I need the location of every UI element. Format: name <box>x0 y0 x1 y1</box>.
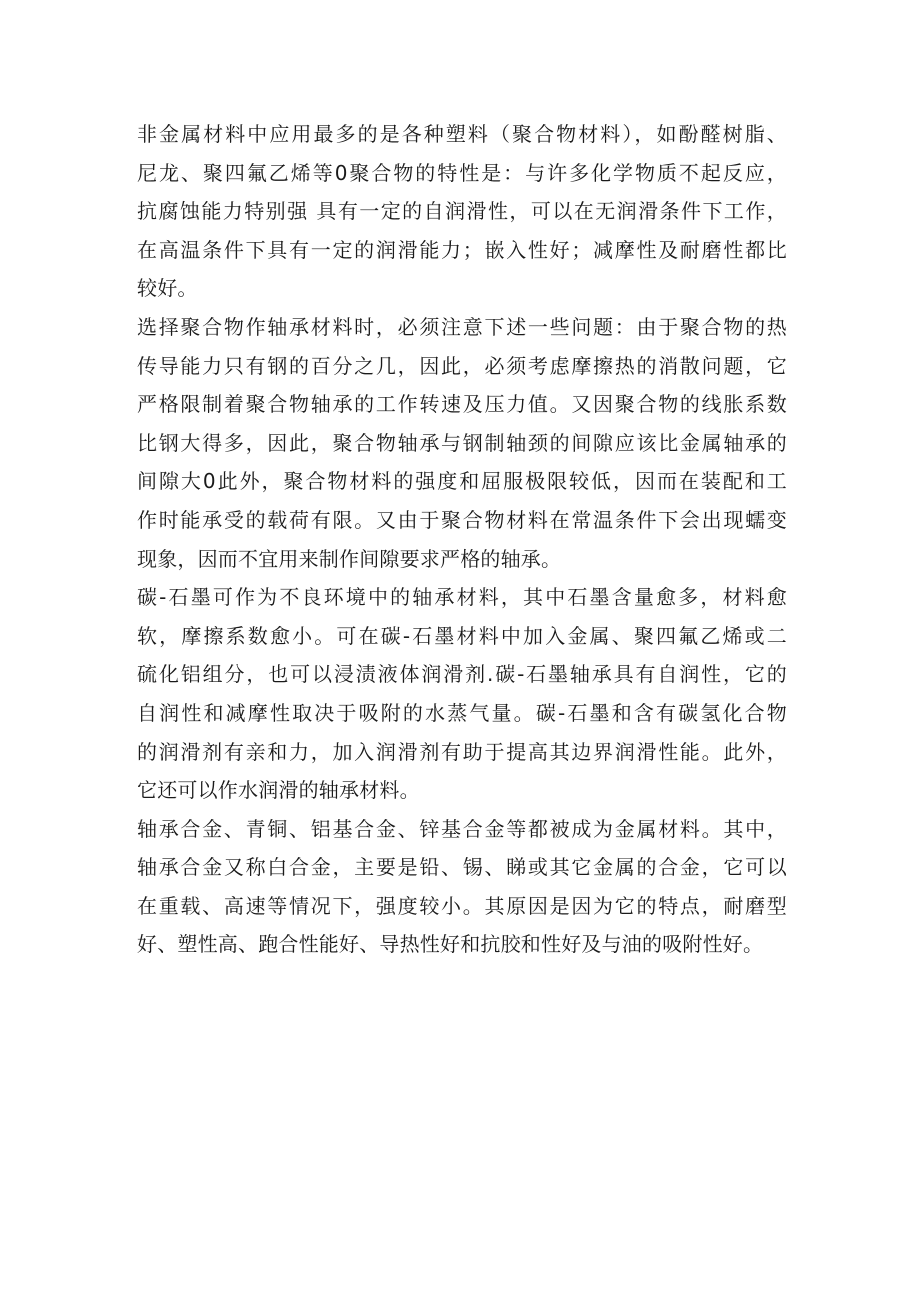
text-line: 尼龙、聚四氟乙烯等0聚合物的特性是：与许多化学物质不起反应， <box>137 160 787 185</box>
text-line: 自润性和减摩性取决于吸附的水蒸气量。碳-石墨和含有碳氢化合物 <box>137 700 787 725</box>
text-line: 在重载、高速等情况下，强度较小。其原因是因为它的特点，耐磨型 <box>137 893 787 918</box>
text-line: 在高温条件下具有一定的润滑能力；嵌入性好；减摩性及耐磨性都比 <box>137 237 787 262</box>
text-line: 软，摩擦系数愈小。可在碳-石墨材料中加入金属、聚四氟乙烯或二 <box>137 623 787 648</box>
text-line: 轴承合金、青铜、铝基合金、锌基合金等都被成为金属材料。其中， <box>137 816 787 841</box>
text-line: 好、塑性高、跑合性能好、导热性好和抗胶和性好及与油的吸附性好。 <box>137 932 764 957</box>
text-line: 碳-石墨可作为不良环境中的轴承材料，其中石墨含量愈多，材料愈 <box>137 585 787 610</box>
text-line: 间隙大0此外，聚合物材料的强度和屈服极限较低，因而在装配和工 <box>137 469 787 494</box>
document-body <box>137 115 787 964</box>
text-line: 较好。 <box>137 276 198 301</box>
text-line: 非金属材料中应用最多的是各种塑料（聚合物材料），如酚醛树脂、 <box>137 122 787 146</box>
text-line: 选择聚合物作轴承材料时，必须注意下述一些问题：由于聚合物的热 <box>137 314 787 339</box>
paragraph-nonmetal-materials <box>137 115 787 308</box>
text-line: 严格限制着聚合物轴承的工作转速及压力值。又因聚合物的线胀系数 <box>137 392 787 417</box>
text-line: 的润滑剂有亲和力，加入润滑剂有助于提高其边界润滑性能。此外， <box>137 739 787 764</box>
text-line: 抗腐蚀能力特别强 具有一定的自润滑性，可以在无润滑条件下工作， <box>137 199 787 224</box>
text-line: 它还可以作水润滑的轴承材料。 <box>137 778 420 803</box>
paragraph-carbon-graphite <box>137 578 787 810</box>
text-line: 硫化铝组分，也可以浸渍液体润滑剂.碳-石墨轴承具有自润性，它的 <box>137 662 787 687</box>
text-line: 轴承合金又称白合金，主要是铅、锡、睇或其它金属的合金，它可以 <box>137 855 787 880</box>
paragraph-metal-alloys <box>137 810 787 964</box>
text-line: 作时能承受的载荷有限。又由于聚合物材料在常温条件下会出现蠕变 <box>137 507 787 532</box>
text-line: 传导能力只有钢的百分之几，因此，必须考虑摩擦热的消散问题，它 <box>137 353 787 378</box>
text-line: 现象，因而不宜用来制作间隙要求严格的轴承。 <box>137 546 562 571</box>
paragraph-polymer-bearing <box>137 308 787 578</box>
text-line: 比钢大得多，因此，聚合物轴承与钢制轴颈的间隙应该比金属轴承的 <box>137 430 787 455</box>
